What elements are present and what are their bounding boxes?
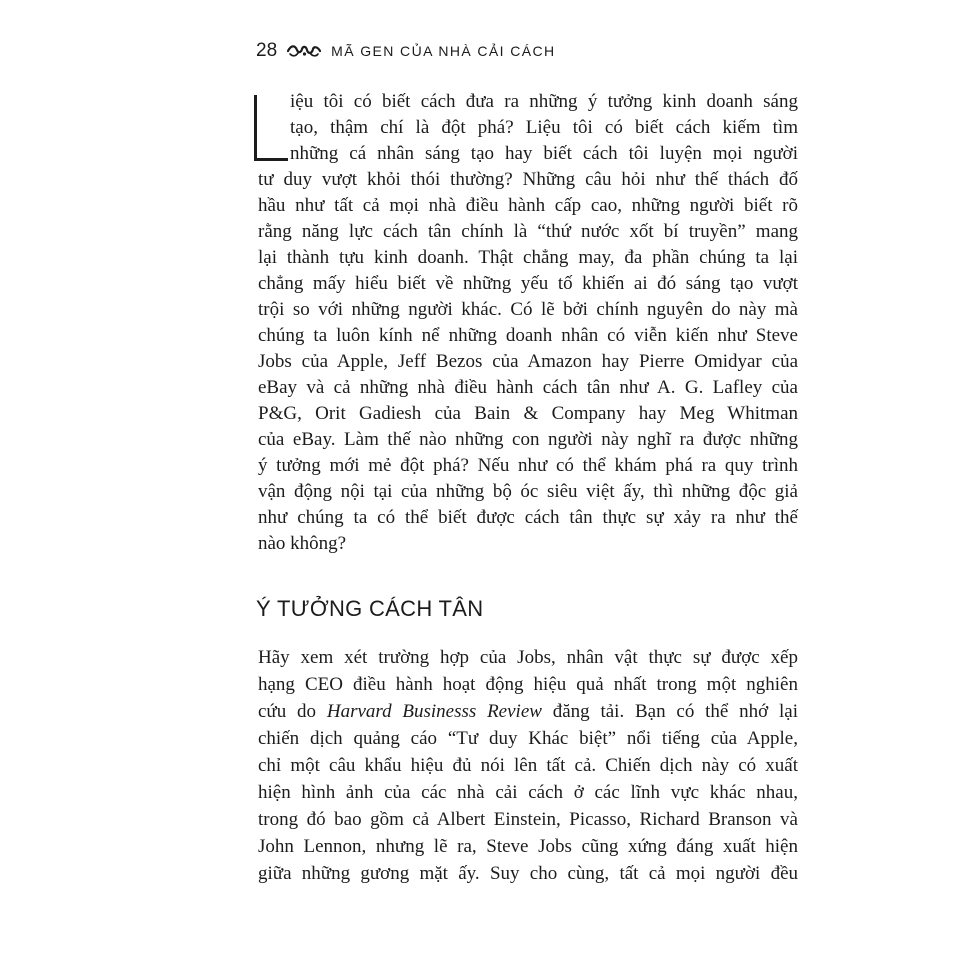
section-line-text: đăng tải. Bạn có thể nhớ lại <box>541 701 798 722</box>
intro-line: tạo, thậm chí là đột phá? Liệu tôi có biết cách kiếm tìm <box>290 117 798 138</box>
intro-line: chúng ta luôn kính nể những doanh nhân có viễn kiến như Steve <box>258 325 798 346</box>
running-title: MÃ GEN CỦA NHÀ CẢI CÁCH <box>331 43 556 59</box>
flourish-ornament-icon <box>287 44 321 58</box>
section-line: John Lennon, nhưng lẽ ra, Steve Jobs cũng xứng đáng xuất hiện <box>258 836 798 857</box>
intro-line: iệu tôi có biết cách đưa ra những ý tưởng kinh doanh sáng <box>290 91 798 112</box>
page-number: 28 <box>256 40 278 61</box>
dropcap-letter-l <box>254 95 288 161</box>
section-line: hiện hình ảnh của các nhà cải cách ở các lĩnh vực khác nhau, <box>258 782 798 803</box>
intro-line: những cá nhân sáng tạo hay biết cách tôi luyện mọi người <box>290 143 798 164</box>
publication-title: Harvard Businesss Review <box>326 701 542 722</box>
intro-line: như chúng ta có thể biết được cách tân thực sự xảy ra như thế <box>258 507 798 528</box>
intro-line: P&G, Orit Gadiesh của Bain & Company hay Meg Whitman <box>258 403 798 424</box>
intro-line: rằng năng lực cách tân chính là “thứ nước xốt bí truyền” mang <box>258 221 798 242</box>
intro-line: eBay và cả những nhà điều hành cách tân như A. G. Lafley của <box>258 377 798 398</box>
section-line: giữa những gương mặt ấy. Suy cho cùng, tất cả mọi người đều <box>258 863 798 884</box>
section-heading: Ý TƯỞNG CÁCH TÂN <box>256 596 484 621</box>
section-line: trong đó bao gồm cả Albert Einstein, Picasso, Richard Branson và <box>258 809 798 830</box>
intro-line: ý tưởng mới mẻ đột phá? Nếu như có thể khám phá ra quy trình <box>258 455 798 476</box>
intro-line: vận động nội tại của những bộ óc siêu việt ấy, thì những độc giả <box>258 481 798 502</box>
intro-line: lại thành tựu kinh doanh. Thật chẳng may, đa phần chúng ta lại <box>258 247 798 268</box>
section-line: chiến dịch quảng cáo “Tư duy Khác biệt” nổi tiếng của Apple, <box>258 728 798 749</box>
section-line-with-citation <box>258 699 798 725</box>
section-line: chỉ một câu khẩu hiệu đủ nói lên tất cả. Chiến dịch này có xuất <box>258 755 798 776</box>
section-line: Hãy xem xét trường hợp của Jobs, nhân vật thực sự được xếp <box>258 647 798 668</box>
section-line: hạng CEO điều hành hoạt động hiệu quả nhất trong một nghiên <box>258 674 798 695</box>
intro-line: hầu như tất cả mọi nhà điều hành cấp cao, những người biết rõ <box>258 195 798 216</box>
intro-line: của eBay. Làm thế nào những con người này nghĩ ra được những <box>258 429 798 450</box>
intro-line: Jobs của Apple, Jeff Bezos của Amazon hay Pierre Omidyar của <box>258 351 798 372</box>
intro-line: tư duy vượt khỏi thói thường? Những câu hỏi như thế thách đố <box>258 169 798 190</box>
section-line-text: cứu do <box>258 701 327 722</box>
running-head <box>256 38 555 64</box>
intro-line: chẳng mấy hiểu biết về những yếu tố khiến ai đó sáng tạo vượt <box>258 273 798 294</box>
intro-line-last: nào không? <box>258 533 347 554</box>
intro-line: trội so với những người khác. Có lẽ bởi chính nguyên do này mà <box>258 299 798 320</box>
